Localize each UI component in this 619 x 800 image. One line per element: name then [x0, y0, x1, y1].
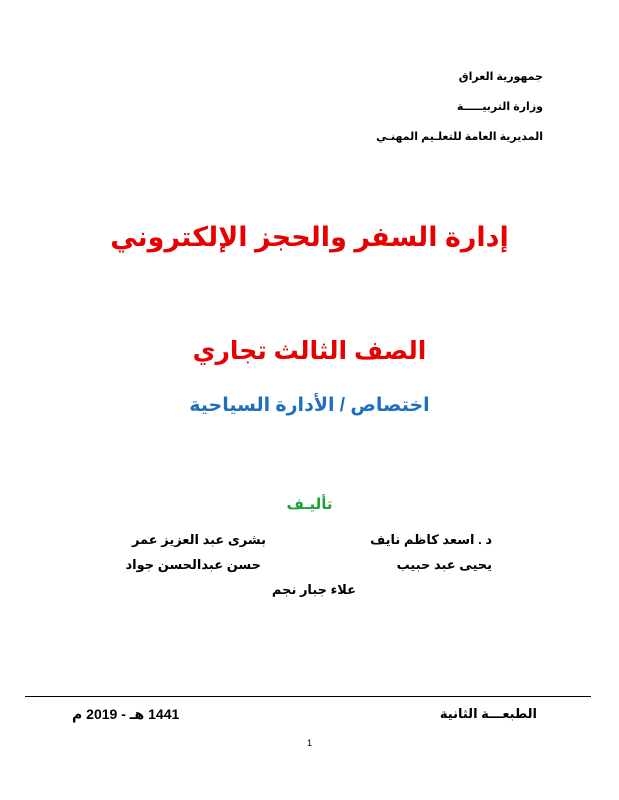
- book-title: إدارة السفر والحجز الإلكتروني: [110, 222, 509, 252]
- authorship-label: تأليـف: [286, 496, 333, 513]
- grade-title: الصف الثالث تجاري: [192, 337, 427, 365]
- header-directorate: المديرية العامة للتعلـيم المهنـي: [376, 131, 543, 143]
- author-name: د . اسعد كاظم نايف: [370, 532, 492, 547]
- header-ministry: وزارة التربيـــــة: [456, 101, 543, 113]
- author-name: بشرى عبد العزيز عمر: [131, 532, 266, 547]
- edition-label: الطبعـــة الثانية: [439, 706, 537, 721]
- author-name: حسن عبدالحسن جواد: [125, 557, 261, 572]
- footer-divider: [25, 696, 591, 697]
- specialization-title: اختصاص / الأدارة السياحية: [189, 395, 430, 416]
- author-name: علاء جبار نجم: [271, 582, 356, 597]
- header-country: جمهورية العراق: [458, 71, 543, 83]
- page-number: 1: [306, 738, 312, 748]
- author-name: يحيى عبد حبيب: [396, 557, 492, 572]
- publication-date: 1441 هـ - 2019 م: [72, 706, 180, 722]
